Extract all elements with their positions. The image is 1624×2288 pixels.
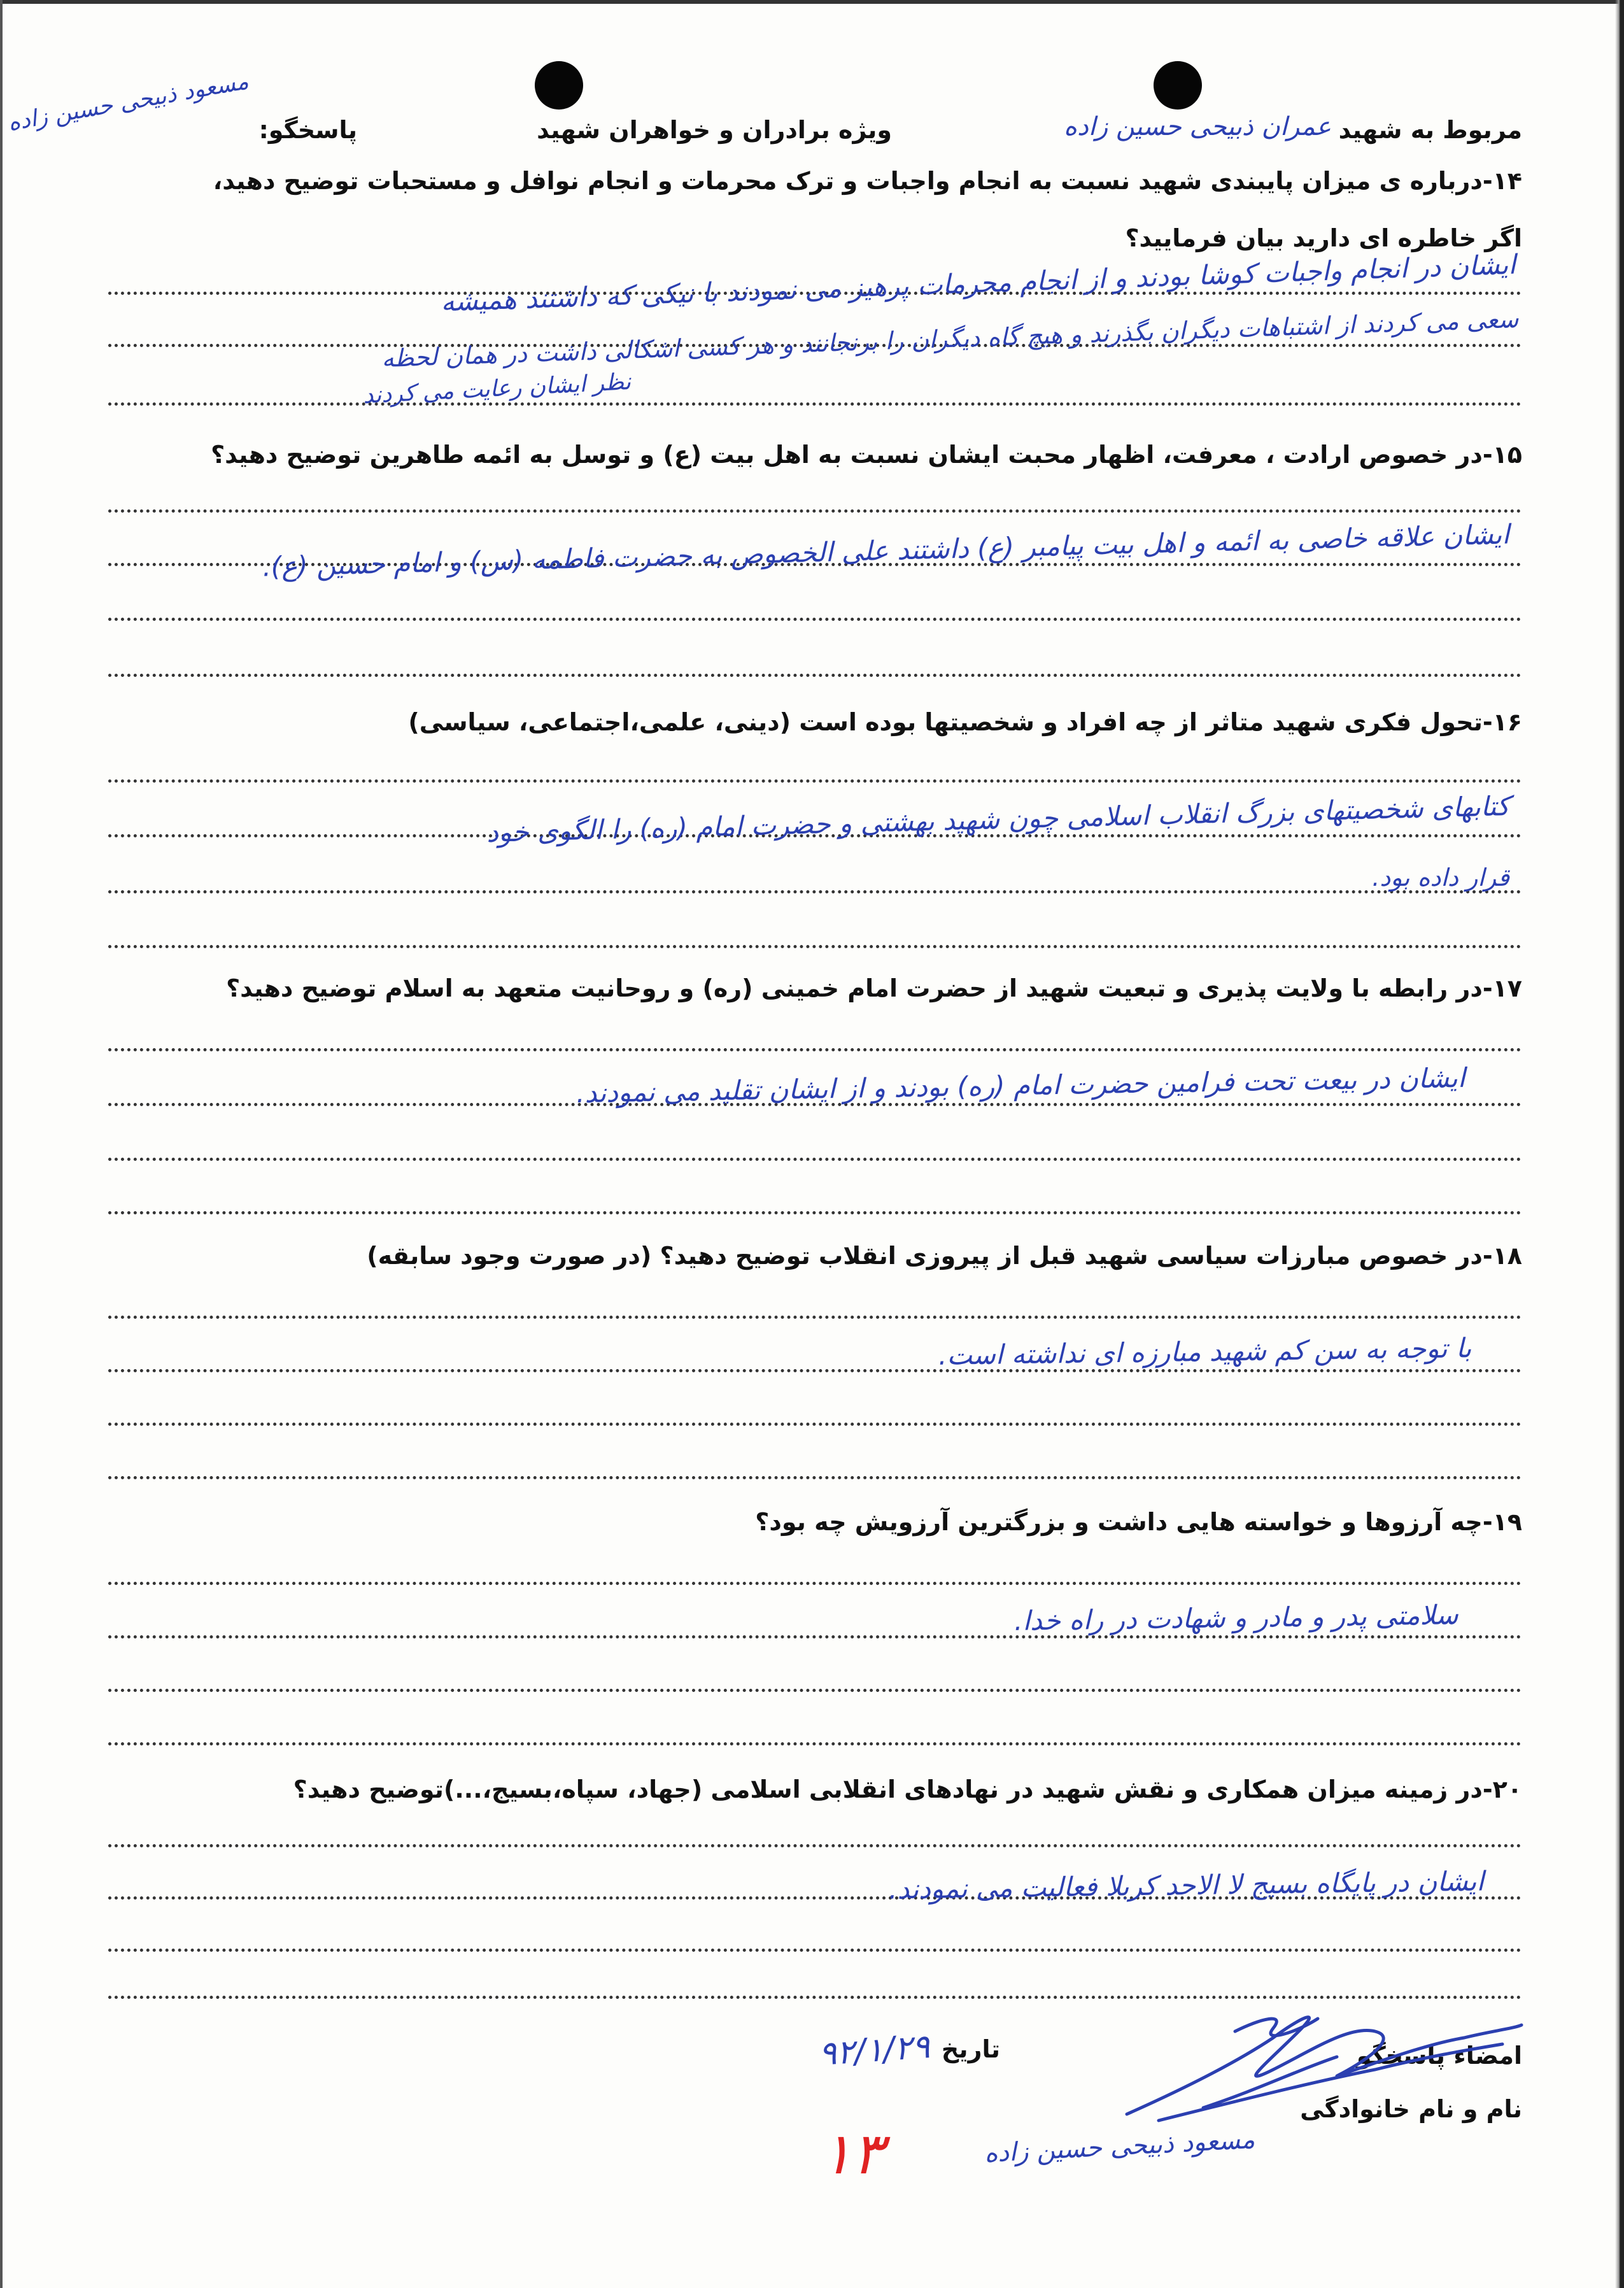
signature-scribble [1108, 1993, 1528, 2133]
answer-17: ایشان در بیعت تحت فرامین حضرت امام (ره) بودند و از ایشان تقلید می نمودند. [575, 1062, 1465, 1109]
answer-line [108, 1742, 1522, 1745]
answer-line [108, 890, 1522, 893]
punch-hole-right [1154, 61, 1202, 110]
answer-line [108, 1158, 1522, 1161]
respondent-label: پاسخگو: [258, 116, 357, 144]
respondent-full-name: مسعود ذبیحی حسین زاده [983, 2124, 1255, 2169]
answer-line [108, 1476, 1522, 1479]
answer-line [108, 674, 1522, 677]
page-number: ۱۳ [821, 2121, 883, 2187]
answer-line [108, 1048, 1522, 1051]
question-17: ۱۷-در رابطه با ولایت پذیری و تبعیت شهید از حضرت امام خمینی (ره) و روحانیت متعهد به اسلام توضیح دهید؟ [226, 974, 1522, 1002]
question-14-line-2: اگر خاطره ای دارید بیان فرمایید؟ [1125, 224, 1522, 252]
answer-line [108, 1369, 1522, 1372]
scan-edge-right [1615, 0, 1624, 2288]
name-label: نام و نام خانوادگی [1300, 2095, 1522, 2123]
answer-line [108, 1316, 1522, 1319]
answer-line [108, 1582, 1522, 1585]
answer-line [108, 779, 1522, 783]
scan-edge-left [0, 0, 3, 2288]
date-label: تاریخ [941, 2035, 1000, 2063]
question-16: ۱۶-تحول فکری شهید متاثر از چه افراد و شخصیتها بوده است (دینی، علمی،اجتماعی، سیاسی) [408, 708, 1522, 736]
question-15: ۱۵-در خصوص ارادت ، معرفت، اظهار محبت ایشان نسبت به اهل بیت (ع) و توسل به ائمه طاهرین توضیح دهید؟ [211, 441, 1522, 469]
answer-14-line-1: ایشان در انجام واجبات کوشا بودند و از انجام محرمات پرهیز می نمودند با نیکی که داشتند همیشه [440, 248, 1516, 318]
answer-14-line-3: نظر ایشان رعایت می کردند [362, 369, 632, 409]
answer-18: با توجه به سن کم شهید مبارزه ای نداشته است. [938, 1332, 1472, 1371]
answer-14-line-2: سعی می کردند از اشتباهات دیگران بگذرند و هیچ گاه دیگران را برنجانند و هر کسی اشکالی داشت در همان لحظه [381, 304, 1520, 373]
date-value: ۹۲/۱/۲۹ [817, 2027, 931, 2074]
answer-line [108, 1689, 1522, 1692]
question-18: ۱۸-در خصوص مبارزات سیاسی شهید قبل از پیروزی انقلاب توضیح دهید؟ (در صورت وجود سابقه) [367, 1242, 1522, 1270]
question-14-line-1: ۱۴-درباره ی میزان پایبندی شهید نسبت به انجام واجبات و ترک محرمات و انجام نوافل و مستحبات توضیح دهید، [213, 167, 1522, 195]
answer-20: ایشان در پایگاه بسیج لا الاحد کربلا فعالیت می نمودند. [888, 1865, 1485, 1905]
respondent-name: مسعود ذبیحی حسین زاده [6, 68, 251, 136]
answer-19: سلامتی پدر و مادر و شهادت در راه خدا. [1014, 1599, 1459, 1637]
question-20: ۲۰-در زمینه میزان همکاری و نقش شهید در نهادهای انقلابی اسلامی (جهاد، سپاه،بسیج،...)توضیح دهید؟ [293, 1775, 1522, 1803]
question-19: ۱۹-چه آرزوها و خواسته هایی داشت و بزرگترین آرزویش چه بود؟ [755, 1508, 1522, 1536]
answer-line [108, 618, 1522, 621]
answer-line [108, 509, 1522, 513]
header-category: ویژه برادران و خواهران شهید [537, 116, 892, 144]
answer-16-line-1: کتابهای شخصیتهای بزرگ انقلاب اسلامی چون شهید بهشتی و حضرت امام (ره) را الگوی خود [486, 790, 1510, 849]
answer-line [108, 1844, 1522, 1847]
header-prefix: مربوط به شهید [1338, 116, 1522, 144]
answer-line [108, 1423, 1522, 1426]
answer-16-line-2: قرار داده بود. [1372, 863, 1509, 892]
answer-line [108, 1211, 1522, 1214]
punch-hole-left [535, 61, 583, 110]
answer-15: ایشان علاقه خاصی به ائمه و اهل بیت پیامبر (ع) داشتند علی الخصوص به حضرت فاطمه (س) و امام حسین (ع). [262, 518, 1510, 583]
answer-line [108, 945, 1522, 948]
signature-label: امضاء پاسخگو [1356, 2042, 1522, 2070]
martyr-name: عمران ذبیحی حسین زاده [1064, 112, 1331, 141]
answer-line [108, 1949, 1522, 1952]
scan-edge-top [0, 0, 1624, 4]
answer-line [108, 1635, 1522, 1638]
answer-line [108, 402, 1522, 406]
